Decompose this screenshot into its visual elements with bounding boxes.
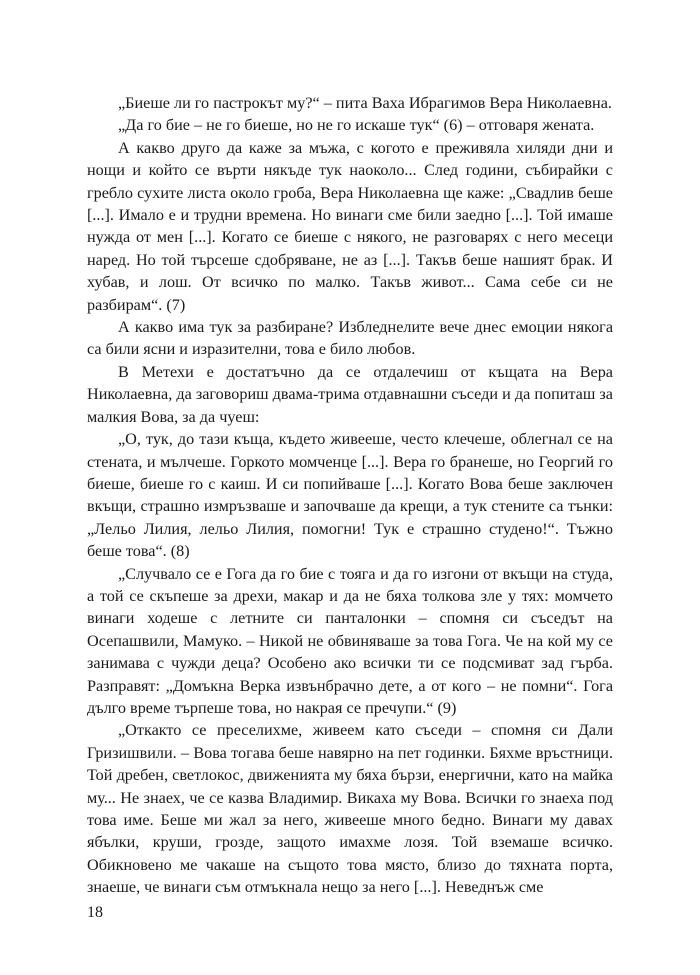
paragraph: „Биеше ли го пастрокът му?“ – пита Ваха Ибрагимов Вера Николаевна. [118,94,612,112]
paragraph: „Откакто се преселихме, живеем като съседи – спомня си Дали Гризишвили. – Вова тогава беше навярно на пет годинки. Бяхме връстници. Той дребен, светлокос, движенията му бяха бързи, енергични, като на майка му... Не знаех, че се казва Владимир. Викаха му Вова. Всички го знаеха под това име. Беше ми жал за него, живееше много бедно. Винаги му давах ябълки, круши, грозде, защото имахме лозя. Той вземаше всичко. Обикновено ме чакаше на същото това място, близо до тяхната порта, знаеше, че винаги съм отмъкнала нещо за него [...]. Неведнъж сме [87,721,613,897]
paragraph: „О, тук, до тази къща, където живееше, често клечеше, облегнал се на стената, и мълчеше. Горкото момченце [...]. Вера го бранеше, но Георгий го биеше, биеше го с каиш. И си попийваше [...]. Когато Вова беше заключен вкъщи, страшно измръзваше и започваше да крещи, а тук стените са тънки: „Лельо Лилия, лельо Лилия, помогни! Тук е страшно студено!“. Тъжно беше това“. (8) [87,430,613,561]
paragraph: А какво има тук за разбиране? Избледнелите вече днес емоции някога са били ясни и изразителни, това е било любов. [87,318,613,359]
body-text [87,92,613,899]
paragraph: „Да го бие – не го биеше, но не го искаше тук“ (6) – отговаря жената. [118,116,595,135]
paragraph: „Случвало се е Гога да го бие с тояга и да го изгони от вкъщи на студа, а той се скъпеше за дрехи, макар и да не бяха толкова зле у тях: момчето винаги ходеше с летните си панталонки – спомня си съседът на Осепашвили, Мамуко. – Никой не обвиняваше за това Гога. Че на кой му се занимава с чужди деца? Особено ако всички ти се подсмиват зад гърба. Разправят: „Домъкна Верка извънбрачно дете, а от кого – не помни“. Гога дълго време търпеше това, но накрая се пречупи.“ (9) [87,564,613,717]
paragraph: А какво друго да каже за мъжа, с когото е преживяла хиляди дни и нощи и който се върти някъде тук наоколо... След години, събирайки с гребло сухите листа около гроба, Вера Николаевна ще каже: „Свадлив беше [...]. Имало е и трудни времена. Но винаги сме били заедно [...]. Той имаше нужда от мен [...]. Когато се биеше с някого, не разговарях с него месеци наред. Но той търсеше сдобряване, не аз [...]. Такъв беше нашият брак. И хубав, и лош. От всичко по малко. Такъв живот... Сама себе си не разбирам“. (7) [87,138,613,314]
paragraph: В Метехи е достатъчно да се отдалечиш от къщата на Вера Николаевна, да заговориш двама-трима отдавнашни съседи и да попиташ за малкия Вова, за да чуеш: [87,362,613,426]
page-number: 18 [87,904,103,921]
